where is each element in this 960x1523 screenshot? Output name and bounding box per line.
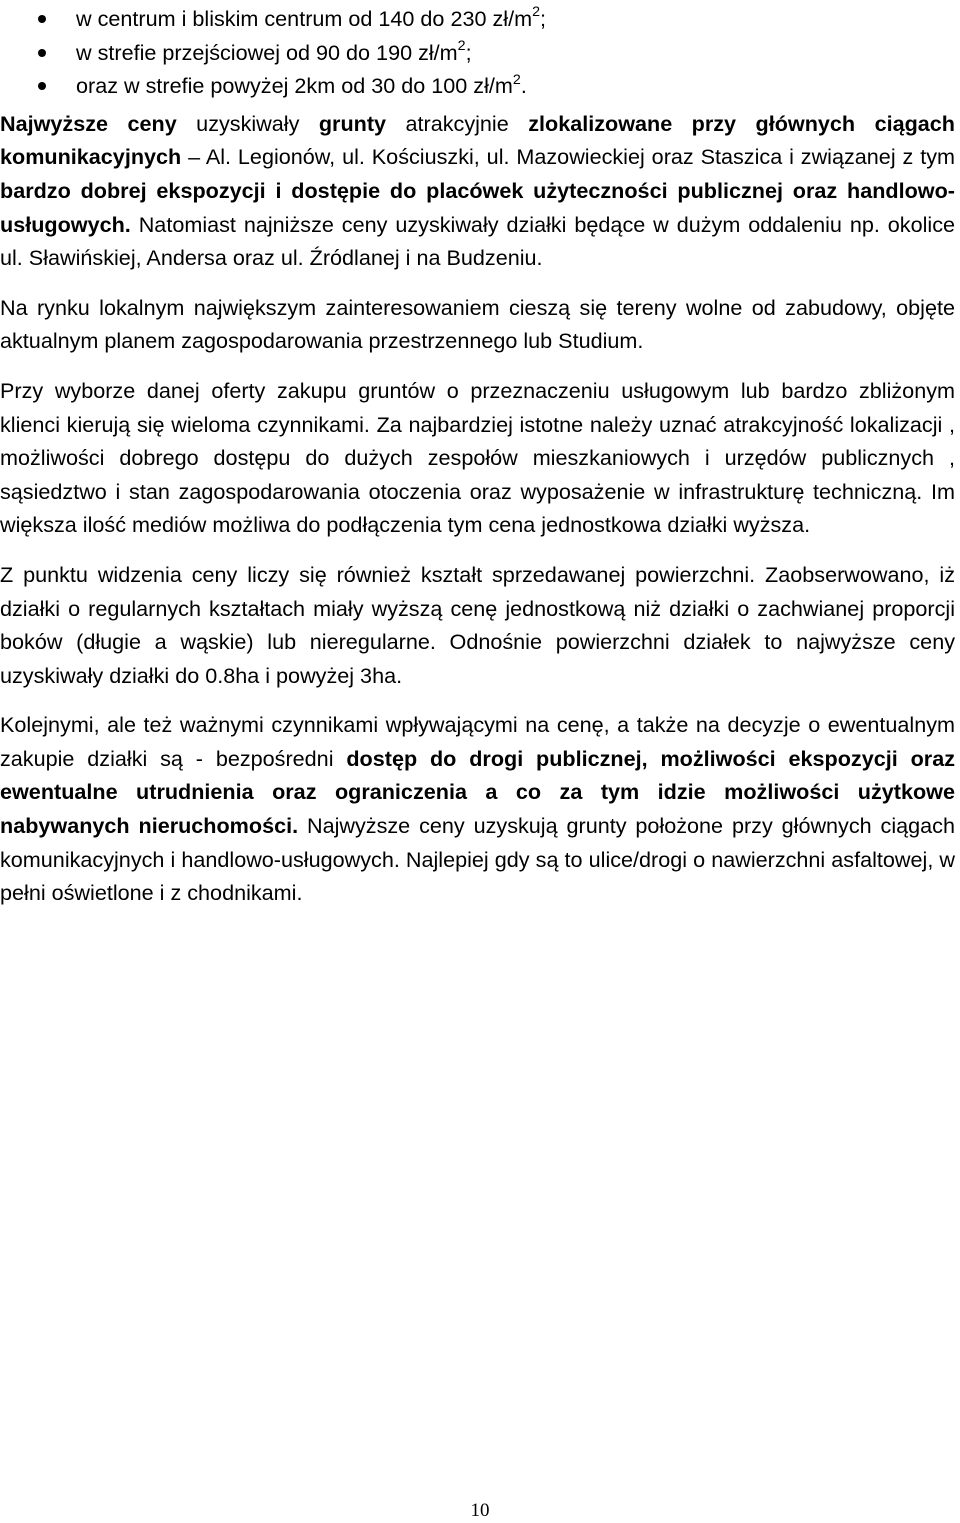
bold-text: Najwyższe ceny <box>0 110 177 136</box>
bold-text: bardzo dobrej ekspozycji i dostępie do placówek użyteczności publicznej oraz handlowo-usługowych. <box>0 177 955 237</box>
list-item-text: oraz w strefie powyżej 2km od 30 do 100 zł/m <box>76 73 513 99</box>
text-run: – Al. Legionów, ul. Kościuszki, ul. Mazowieckiej oraz Staszica i związanej z tym <box>181 144 955 170</box>
superscript: 2 <box>457 37 466 54</box>
superscript: 2 <box>532 4 540 21</box>
page-number: 10 <box>470 1500 490 1521</box>
paragraph-highest-prices <box>0 107 955 275</box>
list-item <box>0 2 955 36</box>
list-item <box>0 36 955 70</box>
paragraph-access-factors <box>0 708 955 910</box>
bullet-icon <box>38 15 46 23</box>
text-run: Kolejnymi, ale też ważnymi czynnikami wpływającymi na cenę, a także na decyzje o ewentualnym zakupie działki są - bezpośredni <box>0 712 955 771</box>
document-body <box>0 2 955 926</box>
text-run: uzyskiwały <box>176 110 319 136</box>
price-zones-list <box>0 2 955 103</box>
bold-text: dostęp do drogi publicznej, możliwości ekspozycji oraz ewentualne utrudnienia oraz ograniczenia a co za tym idzie możliwości użytkowe nabywanych nieruchomości. <box>0 745 956 839</box>
paragraph-offer-factors: Przy wyborze danej oferty zakupu gruntów o przeznaczeniu usługowym lub bardzo zbliżonym klienci kierują się wieloma czynnikami. Za najbardziej istotne należy uznać atrakcyjność lokalizacji , możliwości dobrego dostępu do dużych zespołów mieszkaniowych i urzędów publicznych , sąsiedztwo i stan zagospodarowania otoczenia oraz wyposażenie w infrastrukturę techniczną. Im większa ilość mediów możliwa do podłączenia tym cena jednostkowa działki wyższa. <box>0 377 955 538</box>
text-run: Najwyższe ceny uzyskują grunty położone przy głównych ciągach komunikacyjnych i handlowo-usługowych. Najlepiej gdy są to ulice/drogi o nawierzchni asfaltowej, w pełni oświetlone i z chodnikami. <box>0 813 955 906</box>
bold-text: zlokalizowane przy głównych ciągach komunikacyjnych <box>0 110 955 170</box>
list-item-text: w strefie przejściowej od 90 do 190 zł/m <box>76 39 458 65</box>
paragraph-plot-shape: Z punktu widzenia ceny liczy się również kształt sprzedawanej powierzchni. Zaobserwowano, iż działki o regularnych kształtach miały wyższą cenę jednostkową niż działki o zachwianej proporcji boków (długie a wąskie) lub nieregularne. Odnośnie powierzchni działek to najwyższe ceny uzyskiwały działki do 0.8ha i powyżej 3ha. <box>0 561 955 688</box>
bold-text: grunty <box>318 110 387 136</box>
bullet-icon <box>38 82 46 90</box>
list-item-tail: ; <box>465 39 472 65</box>
text-run: Natomiast najniższe ceny uzyskiwały działki będące w dużym oddaleniu np. okolice ul. Sławińskiej, Andersa oraz ul. Źródlanej i na Budzeniu. <box>0 211 955 271</box>
list-item-text: w centrum i bliskim centrum od 140 do 230 zł/m <box>76 6 533 31</box>
bullet-icon <box>38 49 46 57</box>
list-item <box>0 69 955 103</box>
text-run: atrakcyjnie <box>386 110 529 136</box>
list-item-tail: . <box>520 73 527 99</box>
paragraph-local-market: Na rynku lokalnym największym zainteresowaniem cieszą się tereny wolne od zabudowy, objęte aktualnym planem zagospodarowania przestrzennego lub Studium. <box>0 294 955 354</box>
superscript: 2 <box>512 71 521 88</box>
list-item-tail: ; <box>540 6 546 31</box>
